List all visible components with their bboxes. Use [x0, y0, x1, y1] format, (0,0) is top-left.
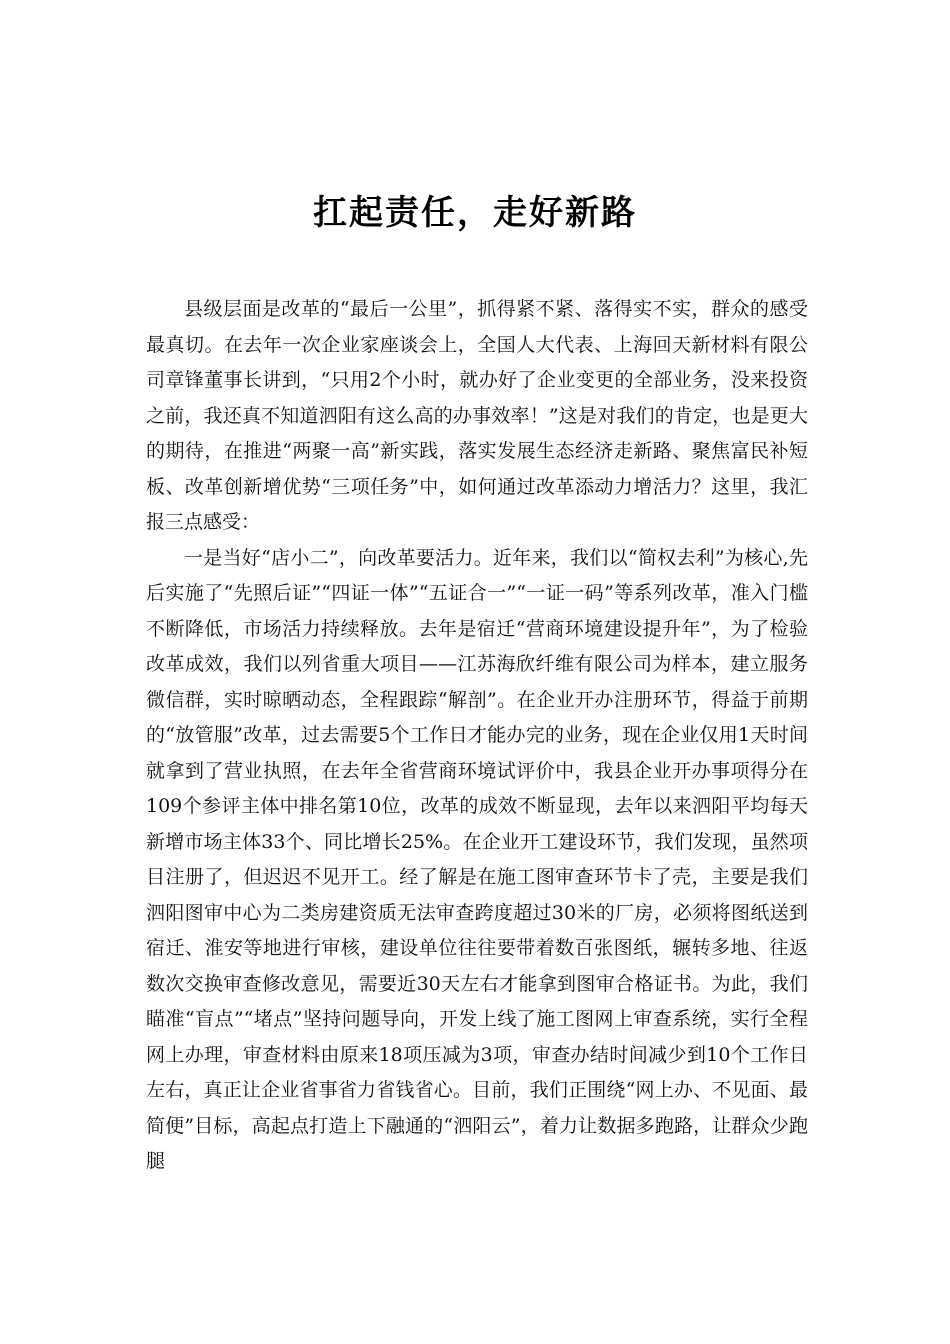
paragraph-point-one: 一是当好“店小二”，向改革要活力。近年来，我们以“简权去利”为核心,先后实施了“先照后证”“四证一体”“五证合一”“一证一码”等系列改革，准入门槛不断降低，市场活力持续释放。去年是宿迁“营商环境建设提升年”，为了检验改革成效，我们以列省重大项目——江苏海欣纤维有限公司为样本，建立服务微信群，实时晾晒动态，全程跟踪“解剖”。在企业开办注册环节，得益于前期的“放管服”改革，过去需要5个工作日才能办完的业务，现在企业仅用1天时间就拿到了营业执照，在去年全省营商环境试评价中，我县企业开办事项得分在109个参评主体中排名第10位，改革的成效不断显现，去年以来泗阳平均每天新增市场主体33个、同比增长25%。在企业开工建设环节，我们发现，虽然项目注册了，但迟迟不见开工。经了解是在施工图审查环节卡了壳，主要是我们泗阳图审中心为二类房建资质无法审查跨度超过30米的厂房，必须将图纸送到宿迁、淮安等地进行审核，建设单位往往要带着数百张图纸，辗转多地、往返数次交换审查修改意见，需要近30天左右才能拿到图审合格证书。为此，我们瞄准“盲点”“堵点”坚持问题导向，开发上线了施工图网上审查系统，实行全程网上办理，审查材料由原来18项压减为3项，审查办结时间减少到10个工作日左右，真正让企业省事省力省钱省心。目前，我们正围绕“网上办、不见面、最简便”目标，高起点打造上下融通的“泗阳云”，着力让数据多跑路，让群众少跑腿: [146, 546, 808, 1172]
paragraph-intro: 县级层面是改革的“最后一公里”，抓得紧不紧、落得实不实，群众的感受最真切。在去年一次企业家座谈会上，全国人大代表、上海回天新材料有限公司章锋董事长讲到，“只用2个小时，就办好了企业变更的全部业务，没来投资之前，我还真不知道泗阳有这么高的办事效率！”这是对我们的肯定，也是更大的期待，在推进“两聚一高”新实践，落实发展生态经济走新路、聚焦富民补短板、改革创新增优势“三项任务”中，如何通过改革添动力增活力？这里，我汇报三点感受：: [146, 298, 808, 533]
document-title: 扛起责任，走好新路: [313, 193, 637, 233]
document-body: [146, 292, 808, 1180]
